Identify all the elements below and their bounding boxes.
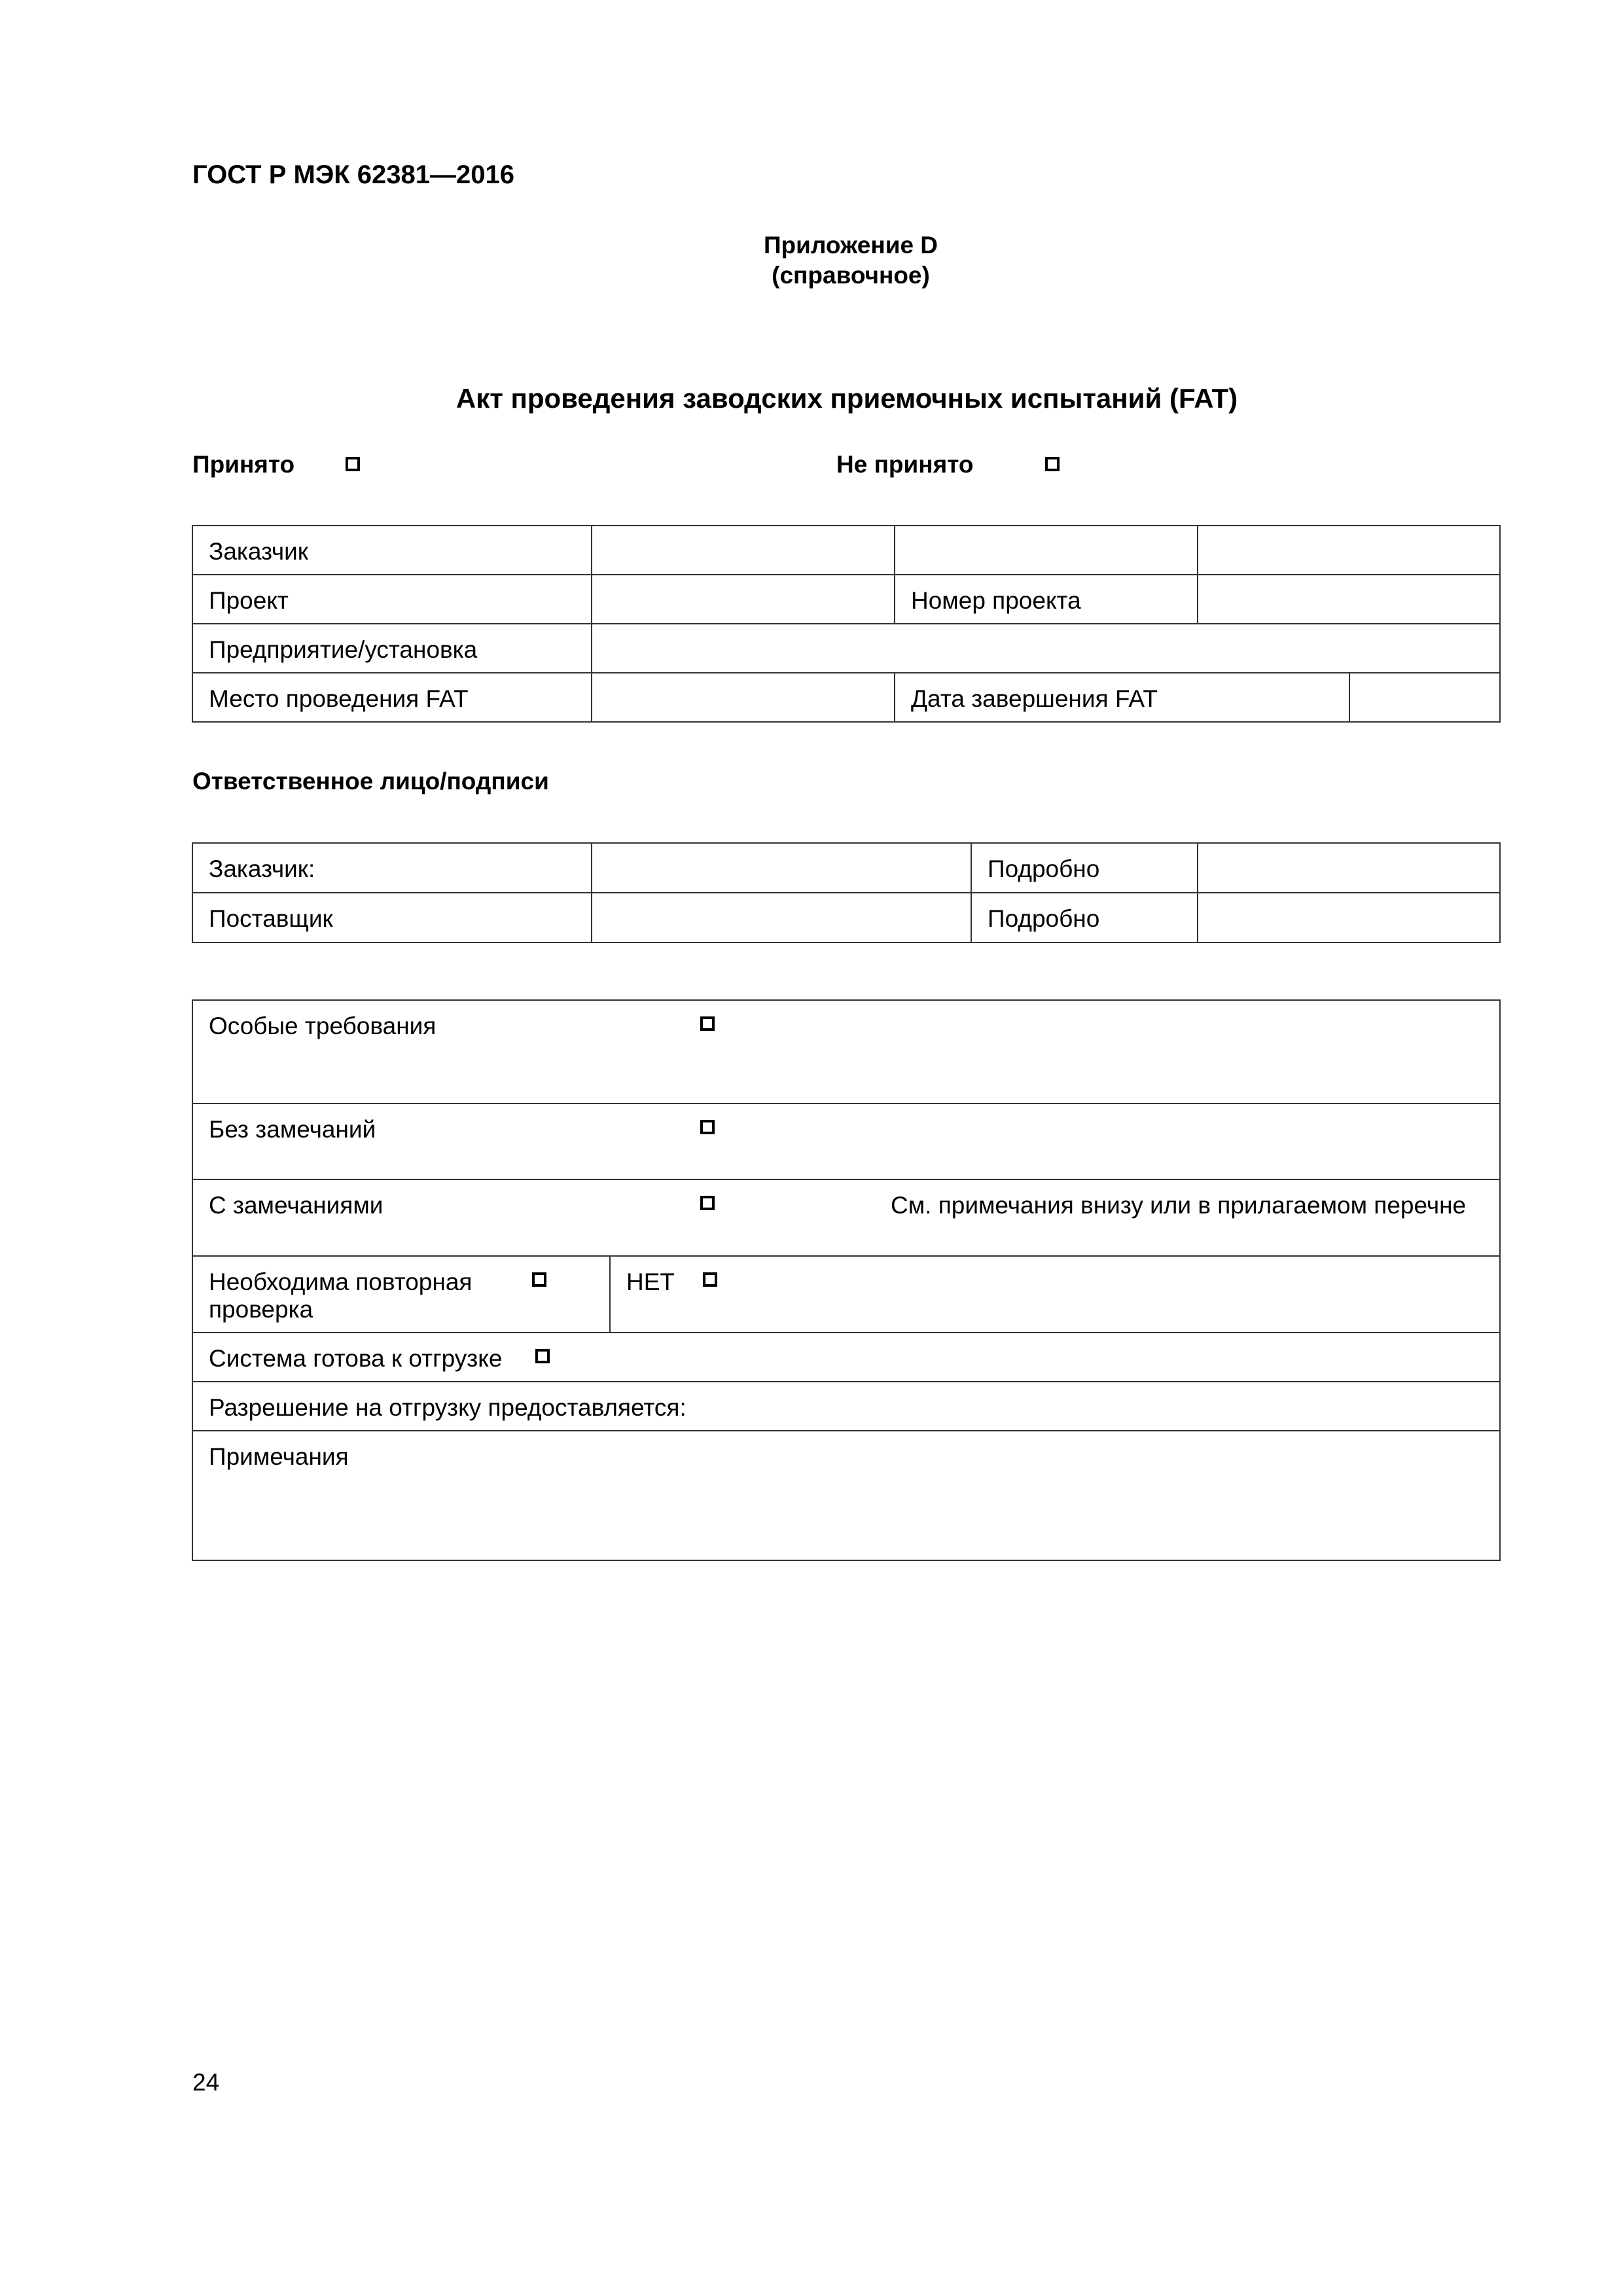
accepted-checkbox[interactable] xyxy=(346,457,360,471)
not-accepted-checkbox[interactable] xyxy=(1045,457,1060,471)
table-row xyxy=(192,526,1500,575)
project-label: Проект xyxy=(192,575,592,624)
special-requirements-cell xyxy=(192,1000,1500,1103)
act-title: Акт проведения заводских приемочных испытаний (FAT) xyxy=(455,383,1238,414)
table-row xyxy=(192,893,1500,942)
customer-value[interactable] xyxy=(592,526,895,575)
appendix-subtitle: (справочное) xyxy=(772,262,930,289)
with-remarks-cell xyxy=(192,1179,1500,1256)
signature-supplier-label: Поставщик xyxy=(192,893,592,942)
project-number-value[interactable] xyxy=(1198,575,1500,624)
table-row xyxy=(192,1179,1500,1256)
special-requirements-label: Особые требования xyxy=(209,1013,437,1039)
page-number: 24 xyxy=(192,2069,220,2096)
table-row xyxy=(192,673,1500,722)
customer-extra-1[interactable] xyxy=(895,526,1198,575)
appendix-heading xyxy=(654,230,1047,291)
remarks-note: См. примечания внизу или в прилагаемом перечне xyxy=(891,1192,1467,1219)
details-label-1: Подробно xyxy=(971,843,1198,893)
not-accepted-label: Не принято xyxy=(836,451,974,478)
fat-completion-date-label: Дата завершения FAT xyxy=(895,673,1349,722)
fat-completion-date-value[interactable] xyxy=(1349,673,1500,722)
recheck-label-line2: проверка xyxy=(209,1296,313,1323)
plant-value[interactable] xyxy=(592,624,1500,673)
table-row xyxy=(192,1333,1500,1382)
responsible-heading: Ответственное лицо/подписи xyxy=(192,768,549,795)
table-row xyxy=(192,1382,1500,1431)
ready-to-ship-checkbox[interactable] xyxy=(535,1349,550,1363)
signature-customer-value[interactable] xyxy=(592,843,971,893)
fat-location-label: Место проведения FAT xyxy=(192,673,592,722)
plant-label: Предприятие/установка xyxy=(192,624,592,673)
results-table xyxy=(192,999,1501,1561)
customer-label: Заказчик xyxy=(192,526,592,575)
details-value-1[interactable] xyxy=(1198,843,1500,893)
with-remarks-label: С замечаниями xyxy=(209,1192,383,1219)
shipping-permission-label[interactable]: Разрешение на отгрузку предоставляется: xyxy=(192,1382,1500,1431)
table-row xyxy=(192,624,1500,673)
project-number-label: Номер проекта xyxy=(895,575,1198,624)
signature-supplier-value[interactable] xyxy=(592,893,971,942)
ready-to-ship-label: Система готова к отгрузке xyxy=(209,1345,503,1372)
no-remarks-checkbox[interactable] xyxy=(700,1120,715,1134)
project-value[interactable] xyxy=(592,575,895,624)
with-remarks-checkbox[interactable] xyxy=(700,1196,715,1210)
table-row xyxy=(192,575,1500,624)
recheck-label-line1: Необходима повторная xyxy=(209,1268,473,1295)
notes-label[interactable]: Примечания xyxy=(192,1431,1500,1560)
fat-location-value[interactable] xyxy=(592,673,895,722)
table-row xyxy=(192,1256,1500,1333)
project-info-table xyxy=(192,525,1501,723)
signature-customer-label: Заказчик: xyxy=(192,843,592,893)
table-row xyxy=(192,1431,1500,1560)
details-label-2: Подробно xyxy=(971,893,1198,942)
customer-extra-2[interactable] xyxy=(1198,526,1500,575)
no-remarks-cell xyxy=(192,1103,1500,1179)
no-label: НЕТ xyxy=(626,1268,675,1295)
details-value-2[interactable] xyxy=(1198,893,1500,942)
table-row xyxy=(192,1000,1500,1103)
recheck-checkbox[interactable] xyxy=(532,1272,546,1287)
special-requirements-checkbox[interactable] xyxy=(700,1016,715,1031)
accepted-label: Принято xyxy=(192,451,295,478)
appendix-title: Приложение D xyxy=(763,232,938,259)
table-row xyxy=(192,843,1500,893)
no-checkbox[interactable] xyxy=(703,1272,717,1287)
table-row xyxy=(192,1103,1500,1179)
signatures-table xyxy=(192,842,1501,943)
no-remarks-label: Без замечаний xyxy=(209,1116,376,1143)
recheck-cell xyxy=(192,1256,610,1333)
ready-to-ship-cell xyxy=(192,1333,1500,1382)
standard-designation: ГОСТ Р МЭК 62381—2016 xyxy=(192,160,515,189)
no-cell xyxy=(610,1256,1500,1333)
